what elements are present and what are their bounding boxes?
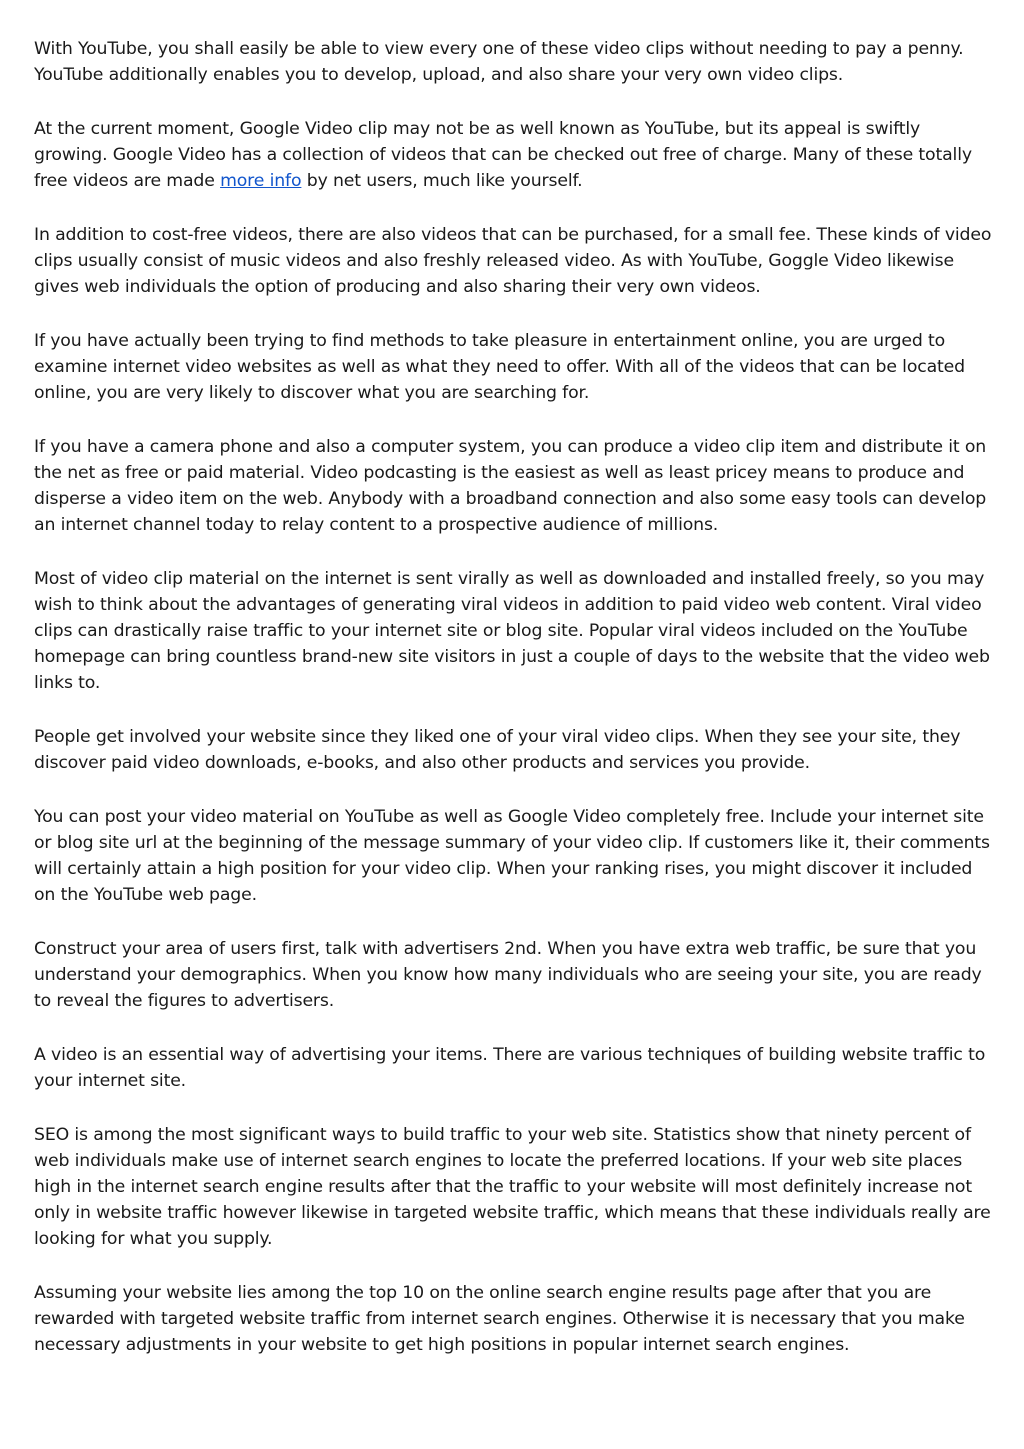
paragraph-7: People get involved your website since they liked one of your viral video clips. When they see your site, they discover paid video downloads, e-books, and also other products and services you provide. (34, 727, 961, 773)
paragraph-6: Most of video clip material on the internet is sent virally as well as downloaded and installed freely, so you may wish to think about the advantages of generating viral videos in addition to paid video web content. Viral video clips can drastically raise traffic to your internet site or blog site. Popular viral videos included on the YouTube homepage can bring countless brand-new site visitors in just a couple of days to the website that the video web links to. (34, 569, 990, 693)
paragraph-2-after: by net users, much like yourself. (301, 171, 583, 191)
paragraph-11: SEO is among the most significant ways to build traffic to your web site. Statistics show that ninety percent of web individuals make use of internet search engines to locate the preferred locations. If your web site places high in the internet search engine results after that the traffic to your website will most definitely increase not only in website traffic however likewise in targeted website traffic, which means that these individuals really are looking for what you supply. (34, 1125, 991, 1249)
document-body (34, 36, 994, 1386)
paragraph-5: If you have a camera phone and also a computer system, you can produce a video clip item and distribute it on the net as free or paid material. Video podcasting is the easiest as well as least pricey means to produce and disperse a video item on the web. Anybody with a broadband connection and also some easy tools can develop an internet channel today to relay content to a prospective audience of millions. (34, 437, 987, 535)
paragraph-2 (34, 116, 994, 194)
paragraph-4: If you have actually been trying to find methods to take pleasure in entertainment online, you are urged to examine internet video websites as well as what they need to offer. With all of the videos that can be located online, you are very likely to discover what you are searching for. (34, 331, 965, 403)
paragraph-8: You can post your video material on YouTube as well as Google Video completely free. Include your internet site or blog site url at the beginning of the message summary of your video clip. If customers like it, their comments will certainly attain a high position for your video clip. When your ranking rises, you might discover it included on the YouTube web page. (34, 807, 990, 905)
paragraph-1: With YouTube, you shall easily be able to view every one of these video clips without needing to pay a penny. YouTube additionally enables you to develop, upload, and also share your very own video clips. (34, 39, 964, 85)
paragraph-12: Assuming your website lies among the top 10 on the online search engine results page after that you are rewarded with targeted website traffic from internet search engines. Otherwise it is necessary that you make necessary adjustments in your website to get high positions in popular internet search engines. (34, 1283, 965, 1355)
paragraph-9: Construct your area of users first, talk with advertisers 2nd. When you have extra web traffic, be sure that you understand your demographics. When you know how many individuals who are seeing your site, you are ready to reveal the figures to advertisers. (34, 939, 982, 1011)
more-info-link[interactable]: more info (220, 171, 302, 191)
paragraph-3: In addition to cost-free videos, there are also videos that can be purchased, for a small fee. These kinds of video clips usually consist of music videos and also freshly released video. As with YouTube, Goggle Video likewise gives web individuals the option of producing and also sharing their very own videos. (34, 225, 992, 297)
paragraph-10: A video is an essential way of advertising your items. There are various techniques of building website traffic to your internet site. (34, 1045, 986, 1091)
paragraph-2-before: At the current moment, Google Video clip may not be as well known as YouTube, but its appeal is swiftly growing. Google Video has a collection of videos that can be checked out free of charge. Many of these totally free videos are made (34, 119, 972, 191)
